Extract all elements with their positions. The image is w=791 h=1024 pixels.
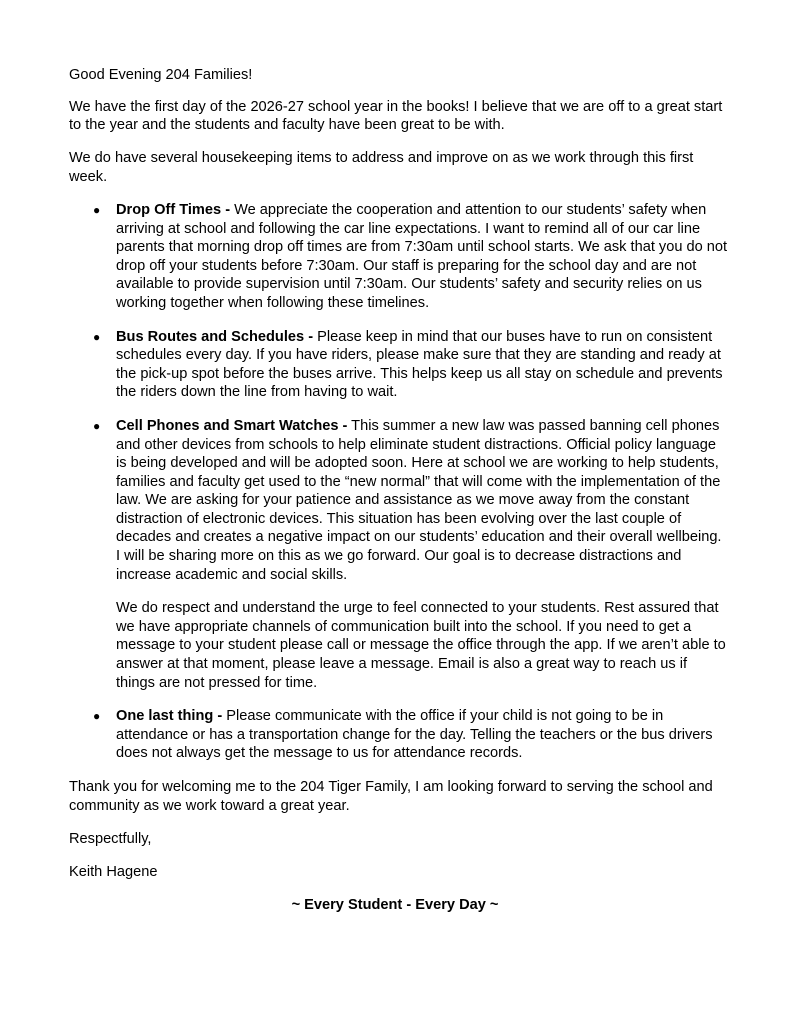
list-item-one-last-thing — [69, 707, 729, 763]
intro-paragraph: We have the first day of the 2026-27 school year in the books! I believe that we are off to a great start to the year and the students and faculty have been great to be with. — [69, 98, 723, 134]
letter-page — [69, 66, 729, 929]
closing-paragraph: Thank you for welcoming me to the 204 Tiger Family, I am looking forward to serving the school and community as we work toward a great year. — [69, 779, 713, 814]
signoff: Respectfully, — [69, 830, 152, 847]
motto: ~ Every Student - Every Day ~ — [291, 896, 499, 913]
item-text: This summer a new law was passed banning cell phones and other devices from schools to help eliminate student distractions. Official policy language is being developed and will be adopted soon. Here at school we are working to help students, families and faculty get used to the “new normal” that will come with the implementation of the law. We are asking for your patience and assistance as we move away from the constant distraction of electronic devices. This situation has been evolving over the last couple of decades and creates a negative impact on our students’ education and their overall wellbeing. I will be sharing more on this as we go forward. Our goal is to decrease distractions and increase academic and social skills. — [116, 417, 722, 583]
list-item-cell-phones — [69, 417, 729, 692]
list-item-paragraph — [116, 201, 729, 313]
greeting: Good Evening 204 Families! — [69, 67, 253, 83]
list-item-paragraph — [116, 328, 729, 402]
bullet-icon: ● — [93, 418, 101, 433]
list-item-bus-routes — [69, 328, 729, 402]
item-text: Please communicate with the office if your child is not going to be in attendance or has a transportation change for the day. Telling the teachers or the bus drivers does not always get the message to us for attendance records. — [116, 708, 713, 762]
list-item-extra-paragraph: We do respect and understand the urge to feel connected to your students. Rest assured that we have appropriate channels of communication built into the school. If you need to get a message to your student please call or message the office through the app. If we aren’t able to answer at that moment, please leave a message. Email is also a great way to reach us if things are not pressed for time. — [116, 600, 726, 691]
item-term: Bus Routes and Schedules - — [116, 328, 314, 345]
list-item-drop-off-times — [69, 201, 729, 313]
list-item-paragraph — [116, 707, 729, 763]
bullet-icon: ● — [93, 329, 101, 344]
list-item-paragraph — [116, 417, 729, 584]
item-term: One last thing - — [116, 708, 223, 725]
item-text: Please keep in mind that our buses have to run on consistent schedules every day. If you have riders, please make sure that they are standing and ready at the pick-up spot before the buses arrive. This helps keep us all stay on schedule and prevents the riders down the line from having to wait. — [116, 328, 723, 401]
item-term: Cell Phones and Smart Watches - — [116, 417, 348, 434]
item-text: We appreciate the cooperation and attention to our students’ safety when arriving at school and following the car line expectations. I want to remind all of our car line parents that morning drop off times are from 7:30am until school starts. We ask that you do not drop off your students before 7:30am. Our staff is preparing for the school day and are not available to provide supervision until 7:30am. Our students’ safety and security relies on us working together when following these timelines. — [116, 201, 728, 311]
housekeeping-intro: We do have several housekeeping items to address and improve on as we work through this first week. — [69, 150, 694, 185]
signature: Keith Hagene — [69, 863, 158, 880]
bullet-icon: ● — [93, 202, 101, 217]
item-term: Drop Off Times - — [116, 201, 231, 218]
housekeeping-list — [69, 201, 729, 763]
bullet-icon: ● — [93, 709, 101, 724]
